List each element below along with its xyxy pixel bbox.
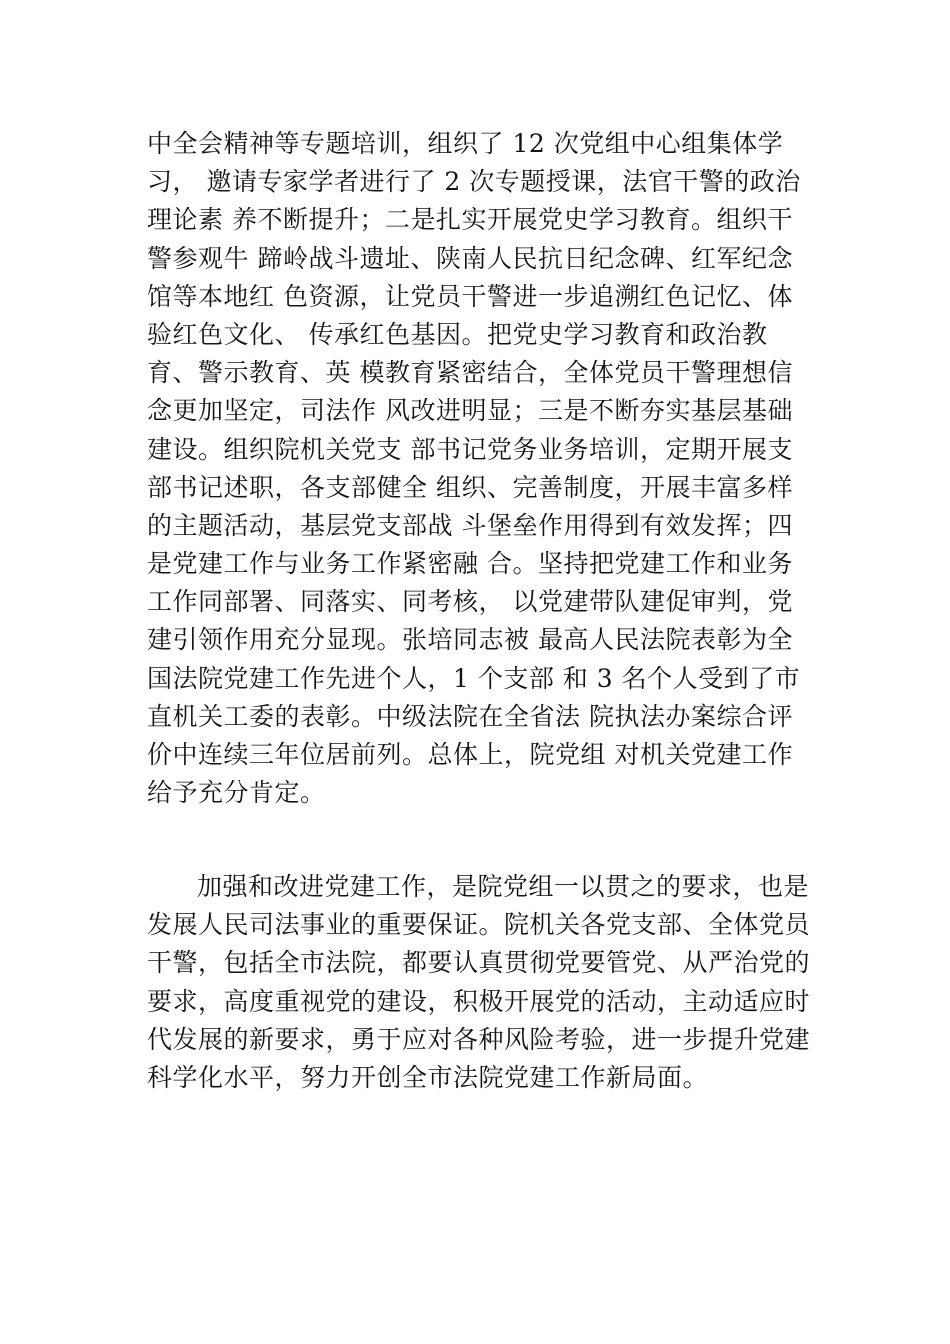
paragraph-line: 发展人民司法事业的重要保证。院机关各党支部、全体党员 [147,910,811,940]
paragraph-line: 代发展的新要求，勇于应对各种风险考验，进一步提升党建 [147,1024,811,1054]
paragraph-line: 验红色文化、 传承红色基因。把党史学习教育和政治教 [147,319,768,349]
paragraph-line: 建引领作用充分显现。张培同志被 最高人民法院表彰为全 [147,625,793,655]
paragraph-line: 价中连续三年位居前列。总体上，院党组 对机关党建工作 [147,740,793,769]
paragraph-line: 部书记述职，各支部健全 组织、完善制度，开展丰富多样 [147,472,793,502]
paragraph-line: 工作同部署、同落实、同考核， 以党建带队建促审判，党 [147,587,793,617]
paragraph-line: 给予充分肯定。 [147,778,326,808]
paragraph-line: 中全会精神等专题培训，组织了 12 次党组中心组集体学 [147,129,784,158]
paragraph-line: 直机关工委的表彰。中级法院在全省法 院执法办案综合评 [147,701,793,731]
paragraph-line: 理论素 养不断提升；二是扎实开展党史学习教育。组织干 [147,205,793,235]
paragraph-line: 育、警示教育、英 模教育紧密结合，全体党员干警理想信 [147,358,793,388]
paragraph-line: 是党建工作与业务工作紧密融 合。坚持把党建工作和业务 [147,549,793,579]
paragraph-line: 的主题活动，基层党支部战 斗堡垒作用得到有效发挥；四 [147,510,793,540]
paragraph-line: 建设。组织院机关党支 部书记党务业务培训，定期开展支 [147,434,793,464]
body-paragraph-1 [147,125,827,812]
paragraph-line: 科学化水平，努力开创全市法院党建工作新局面。 [147,1062,709,1092]
paragraph-line: 国法院党建工作先进个人，1 个支部 和 3 名个人受到了市 [147,663,801,693]
paragraph-line: 干警，包括全市法院，都要认真贯彻党要管党、从严治党的 [147,948,811,978]
paragraph-line: 要求，高度重视党的建设，积极开展党的活动，主动适应时 [147,986,811,1016]
paragraph-line: 馆等本地红 色资源，让党员干警进一步追溯红色记忆、体 [147,281,793,311]
body-paragraph-2 [147,868,827,1097]
paragraph-line: 习， 邀请专家学者进行了 2 次专题授课，法官干警的政治 [147,167,801,197]
paragraph-line: 警参观牛 蹄岭战斗遗址、陕南人民抗日纪念碑、红军纪念 [147,243,793,273]
paragraph-first-line: 加强和改进党建工作，是院党组一以贯之的要求，也是 [197,872,810,901]
paragraph-line: 念更加坚定，司法作 风改进明显；三是不断夯实基层基础 [147,396,793,426]
